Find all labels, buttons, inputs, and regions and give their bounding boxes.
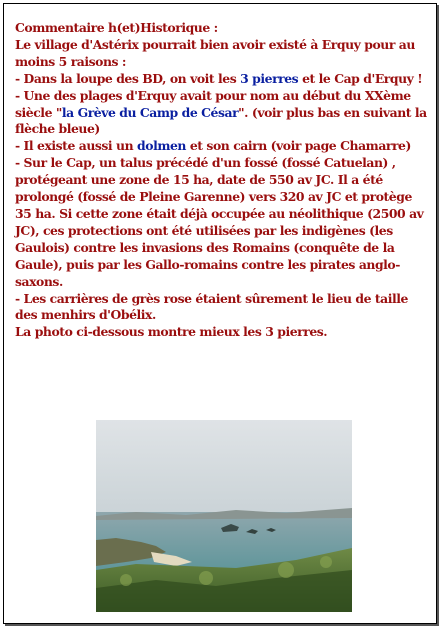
paragraph (15, 138, 431, 155)
text-run: Commentaire h(et)Historique : (15, 20, 218, 35)
coast-photo-image (96, 420, 352, 612)
text-run: - Dans la loupe des BD, on voit les (15, 70, 241, 86)
text-run: - Sur le Cap, un talus précédé d'un fossé (fossé Catuelan) , protégeant une zone de 15 ha, date de 550 av JC. Il a été prolongé (fossé de Pleine Garenne) vers 320 av JC et protège 35 ha. Si cette zone était déjà occupée au néolithique (2500 av JC), ces protections ont été utilisées par les indigènes (les Gaulois) contre les invasions des Romains (conquête de la Gaule), puis par les Gallo-romains contre les pirates anglo-saxons. (15, 155, 424, 289)
text-run: - Une des plages d'Erquy avait pour nom au début du XXème siècle " (15, 87, 411, 120)
paragraph (15, 155, 431, 290)
text-run: ". (voir plus bas en suivant la flèche bleue) (15, 104, 427, 137)
highlighted-text: 3 pierres (240, 70, 299, 86)
paragraph (15, 291, 431, 325)
text-run: et le Cap d'Erquy ! (298, 70, 423, 86)
highlighted-text: la Grève du Camp de César (61, 104, 239, 120)
text-run: - Les carrières de grès rose étaient sûrement le lieu de taille des menhirs d'Obélix. (15, 290, 408, 323)
photo-coast-three-stones (96, 420, 352, 612)
text-run: La photo ci-dessous montre mieux les 3 pierres. (15, 324, 328, 340)
paragraph (15, 88, 431, 139)
highlighted-text: dolmen (137, 138, 186, 154)
text-run: et son cairn (voir page Chamarre) (186, 138, 411, 154)
paragraph (15, 71, 431, 88)
paragraph (15, 37, 431, 71)
text-box (3, 3, 437, 624)
commentary-text (15, 20, 431, 341)
paragraph (15, 20, 431, 37)
text-run: Le village d'Astérix pourrait bien avoir existé à Erquy pour au moins 5 raisons : (15, 36, 415, 69)
paragraph (15, 324, 431, 341)
text-run: - Il existe aussi un (15, 138, 138, 154)
